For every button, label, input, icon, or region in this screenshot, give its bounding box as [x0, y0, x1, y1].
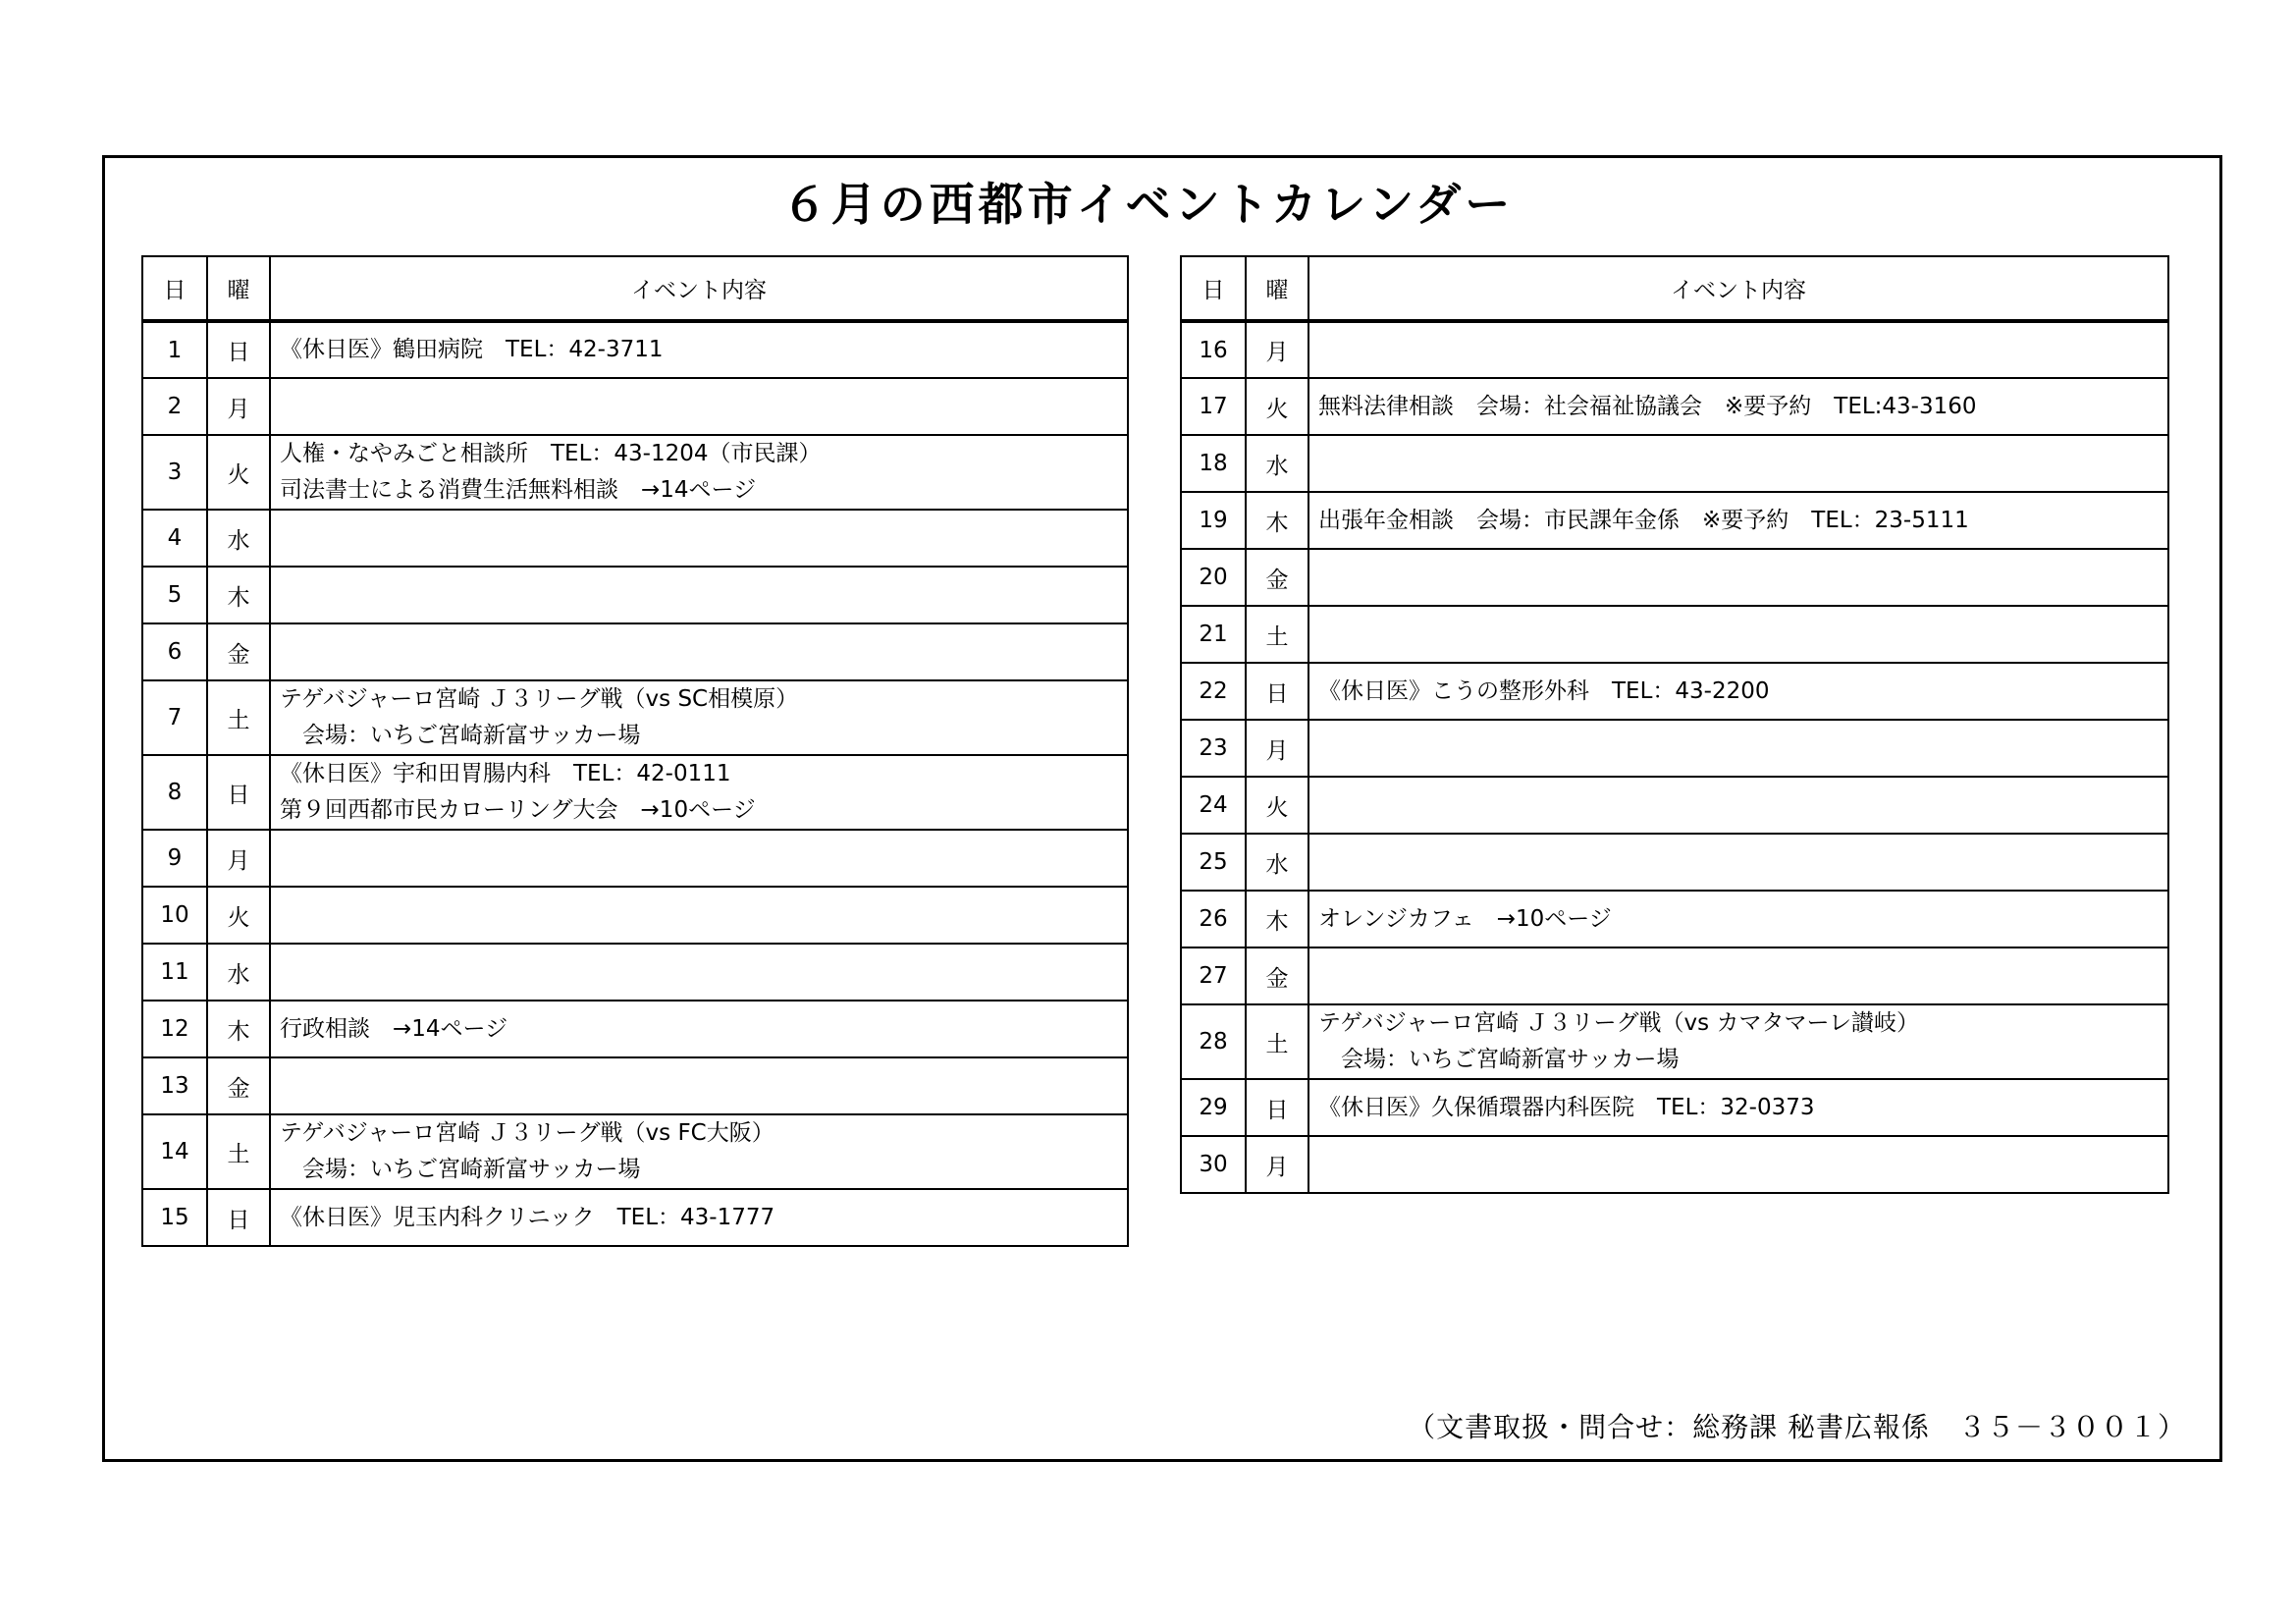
day-number: 24 [1181, 777, 1246, 834]
day-of-week: 金 [207, 1057, 270, 1114]
table-header-row [142, 256, 1128, 321]
event-cell [270, 623, 1128, 680]
page-title: ６月の西都市イベントカレンダー [781, 178, 1515, 231]
day-number: 20 [1181, 549, 1246, 606]
table-row [142, 830, 1128, 887]
table-row [142, 1057, 1128, 1114]
day-number: 18 [1181, 435, 1246, 492]
event-cell [1308, 947, 2168, 1004]
day-number: 5 [142, 567, 207, 623]
day-number: 26 [1181, 891, 1246, 947]
header-dow: 曜 [207, 256, 270, 321]
day-number: 2 [142, 378, 207, 435]
event-cell [270, 435, 1128, 510]
day-number: 30 [1181, 1136, 1246, 1193]
event-cell [270, 944, 1128, 1001]
day-number: 27 [1181, 947, 1246, 1004]
day-number: 21 [1181, 606, 1246, 663]
day-number: 25 [1181, 834, 1246, 891]
header-day: 日 [1181, 256, 1246, 321]
table-header-row [1181, 256, 2168, 321]
day-of-week: 火 [207, 435, 270, 510]
event-line: 無料法律相談 会場：社会福祉協議会 ※要予約 TEL:43-3160 [1318, 393, 1977, 419]
event-line: 《休日医》久保循環器内科医院 TEL：32-0373 [1318, 1094, 1815, 1120]
day-of-week: 水 [207, 944, 270, 1001]
day-number: 3 [142, 435, 207, 510]
day-of-week: 金 [1246, 549, 1308, 606]
day-number: 29 [1181, 1079, 1246, 1136]
day-number: 14 [142, 1114, 207, 1189]
event-cell [1308, 720, 2168, 777]
event-line: 行政相談 →14ページ [280, 1015, 508, 1042]
event-line: 会場：いちご宮崎新富サッカー場 [280, 723, 641, 748]
day-number: 17 [1181, 378, 1246, 435]
header-event: イベント内容 [1308, 256, 2168, 321]
day-of-week: 日 [1246, 1079, 1308, 1136]
table-row [142, 887, 1128, 944]
event-cell [270, 510, 1128, 567]
event-line: 会場：いちご宮崎新富サッカー場 [280, 1157, 641, 1182]
event-line: 《休日医》児玉内科クリニック TEL：43-1777 [280, 1204, 775, 1230]
table-row [1181, 435, 2168, 492]
event-cell [1308, 435, 2168, 492]
day-of-week: 月 [1246, 1136, 1308, 1193]
event-cell [270, 680, 1128, 755]
table-row [1181, 321, 2168, 378]
table-row [142, 1189, 1128, 1246]
day-of-week: 月 [207, 830, 270, 887]
event-line: 《休日医》宇和田胃腸内科 TEL：42-0111 [280, 761, 731, 786]
event-cell [270, 1057, 1128, 1114]
event-cell [1308, 1004, 2168, 1079]
day-of-week: 火 [1246, 777, 1308, 834]
day-of-week: 日 [207, 755, 270, 830]
header-dow: 曜 [1246, 256, 1308, 321]
day-of-week: 木 [207, 1001, 270, 1057]
event-line: 《休日医》こうの整形外科 TEL：43-2200 [1318, 677, 1770, 704]
event-cell [1308, 777, 2168, 834]
event-cell [270, 1114, 1128, 1189]
table-row [1181, 1136, 2168, 1193]
day-number: 15 [142, 1189, 207, 1246]
day-of-week: 木 [1246, 492, 1308, 549]
day-number: 28 [1181, 1004, 1246, 1079]
table-row [1181, 549, 2168, 606]
day-of-week: 水 [207, 510, 270, 567]
day-number: 1 [142, 321, 207, 378]
day-number: 12 [142, 1001, 207, 1057]
event-cell [1308, 663, 2168, 720]
day-of-week: 金 [207, 623, 270, 680]
event-cell [1308, 549, 2168, 606]
day-of-week: 日 [207, 1189, 270, 1246]
day-number: 4 [142, 510, 207, 567]
day-number: 19 [1181, 492, 1246, 549]
table-row [1181, 947, 2168, 1004]
calendar-table-right [1180, 255, 2169, 1194]
day-number: 16 [1181, 321, 1246, 378]
day-of-week: 土 [207, 680, 270, 755]
event-line: 出張年金相談 会場：市民課年金係 ※要予約 TEL：23-5111 [1318, 507, 1969, 533]
event-line: オレンジカフェ →10ページ [1318, 905, 1612, 932]
event-cell [270, 378, 1128, 435]
event-cell [1308, 1136, 2168, 1193]
day-number: 23 [1181, 720, 1246, 777]
table-row [1181, 492, 2168, 549]
day-of-week: 水 [1246, 834, 1308, 891]
day-of-week: 金 [1246, 947, 1308, 1004]
event-cell [270, 830, 1128, 887]
day-of-week: 土 [1246, 1004, 1308, 1079]
day-number: 10 [142, 887, 207, 944]
event-cell [270, 567, 1128, 623]
event-cell [1308, 492, 2168, 549]
table-row [142, 321, 1128, 378]
table-row [142, 378, 1128, 435]
day-of-week: 月 [207, 378, 270, 435]
table-row [142, 623, 1128, 680]
day-of-week: 水 [1246, 435, 1308, 492]
event-line: テゲバジャーロ宮崎 Ｊ３リーグ戦（vs カマタマーレ讃岐） [1318, 1010, 1919, 1036]
table-row [142, 1001, 1128, 1057]
day-of-week: 土 [1246, 606, 1308, 663]
event-cell [1308, 378, 2168, 435]
day-of-week: 月 [1246, 720, 1308, 777]
event-line: 司法書士による消費生活無料相談 →14ページ [280, 477, 757, 503]
table-row [1181, 891, 2168, 947]
event-cell [1308, 891, 2168, 947]
event-line: 人権・なやみごと相談所 TEL：43-1204（市民課） [280, 441, 822, 466]
event-cell [270, 1001, 1128, 1057]
event-line: テゲバジャーロ宮崎 Ｊ３リーグ戦（vs FC大阪） [280, 1120, 774, 1146]
table-row [142, 944, 1128, 1001]
table-row [142, 510, 1128, 567]
day-number: 22 [1181, 663, 1246, 720]
day-number: 9 [142, 830, 207, 887]
day-number: 11 [142, 944, 207, 1001]
header-day: 日 [142, 256, 207, 321]
event-cell [270, 321, 1128, 378]
event-line: 《休日医》鶴田病院 TEL：42-3711 [280, 337, 664, 362]
table-row [1181, 834, 2168, 891]
day-of-week: 土 [207, 1114, 270, 1189]
event-cell [1308, 1079, 2168, 1136]
event-line: テゲバジャーロ宮崎 Ｊ３リーグ戦（vs SC相模原） [280, 686, 799, 712]
day-of-week: 火 [207, 887, 270, 944]
event-cell [270, 755, 1128, 830]
day-of-week: 月 [1246, 321, 1308, 378]
table-row [142, 1114, 1128, 1189]
day-of-week: 日 [1246, 663, 1308, 720]
day-of-week: 木 [1246, 891, 1308, 947]
day-number: 13 [142, 1057, 207, 1114]
table-row [1181, 606, 2168, 663]
table-row [1181, 777, 2168, 834]
table-row [1181, 378, 2168, 435]
table-row [142, 680, 1128, 755]
contact-footer: （文書取扱・問合せ：総務課 秘書広報係 ３５－３００１） [1408, 1411, 2186, 1443]
calendar-table-left [141, 255, 1129, 1247]
table-row [142, 755, 1128, 830]
table-row [1181, 720, 2168, 777]
table-row [1181, 663, 2168, 720]
event-cell [1308, 834, 2168, 891]
table-row [142, 435, 1128, 510]
header-event: イベント内容 [270, 256, 1128, 321]
day-number: 6 [142, 623, 207, 680]
day-of-week: 木 [207, 567, 270, 623]
event-cell [270, 1189, 1128, 1246]
event-cell [1308, 321, 2168, 378]
table-row [142, 567, 1128, 623]
table-row [1181, 1079, 2168, 1136]
event-cell [1308, 606, 2168, 663]
day-of-week: 日 [207, 321, 270, 378]
event-cell [270, 887, 1128, 944]
event-line: 第９回西都市民カローリング大会 →10ページ [280, 797, 756, 823]
event-line: 会場：いちご宮崎新富サッカー場 [1318, 1047, 1680, 1072]
day-number: 7 [142, 680, 207, 755]
day-number: 8 [142, 755, 207, 830]
day-of-week: 火 [1246, 378, 1308, 435]
table-row [1181, 1004, 2168, 1079]
